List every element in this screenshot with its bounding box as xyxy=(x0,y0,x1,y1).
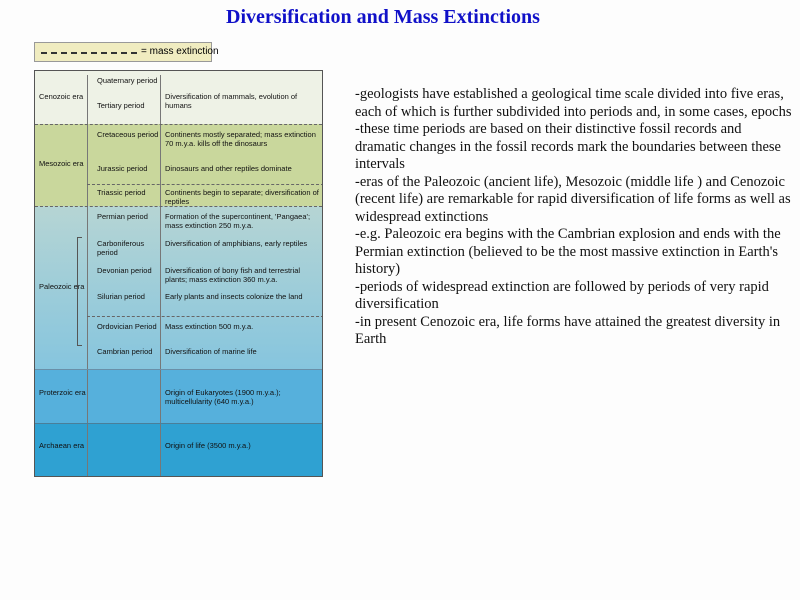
event-permian: Formation of the supercontinent, 'Pangaea'; mass extinction 250 m.y.a. xyxy=(165,212,311,230)
era-boundary-line xyxy=(35,423,322,424)
period-tertiary: Tertiary period xyxy=(97,101,145,110)
archaean-band xyxy=(35,423,322,477)
page-title: Diversification and Mass Extinctions xyxy=(226,6,540,28)
era-mesozoic: Mesozoic era xyxy=(39,159,84,168)
event-devonian: Diversification of bony fish and terrestrial plants; mass extinction 360 m.y.a. xyxy=(165,266,301,284)
paragraph: -e.g. Paleozoic era begins with the Cambrian explosion and ends with the Permian extinction (believed to be the most massive extinction in Earth's history) xyxy=(355,226,781,277)
event-proterozoic: Origin of Eukaryotes (1900 m.y.a.); multicellularity (640 m.y.a.) xyxy=(165,388,281,406)
paragraph: -eras of the Paleozoic (ancient life), Mesozoic (middle life ) and Cenozoic (recent life) are remarkable for rapid diversification of life forms as well as widespread extinctions xyxy=(355,173,791,225)
legend-label: = mass extinction xyxy=(141,46,219,57)
era-cenozoic: Cenozoic era xyxy=(39,92,84,101)
event-cambrian: Diversification of marine life xyxy=(165,347,257,356)
period-silurian: Silurian period xyxy=(97,292,145,301)
period-carboniferous: Carboniferous period xyxy=(97,239,145,257)
paragraph: -in present Cenozoic era, life forms have attained the greatest diversity in Earth xyxy=(355,313,781,347)
legend xyxy=(34,42,219,62)
period-quaternary: Quaternary period xyxy=(97,76,158,85)
period-ordovician: Ordovician Period xyxy=(97,322,157,331)
era-boundary-line xyxy=(35,369,322,370)
period-boundary-line xyxy=(87,316,323,317)
period-jurassic: Jurassic period xyxy=(97,164,148,173)
event-tertiary: Diversification of mammals, evolution of humans xyxy=(165,92,298,110)
period-permian: Permian period xyxy=(97,212,148,221)
mass-extinction-line xyxy=(35,124,322,125)
mass-extinction-line xyxy=(35,206,322,207)
event-carboniferous: Diversification of amphibians, early reptiles xyxy=(165,239,308,248)
column-divider xyxy=(87,75,88,476)
event-cretaceous: Continents mostly separated; mass extinction 70 m.y.a. kills off the dinosaurs xyxy=(165,130,316,148)
event-ordovician: Mass extinction 500 m.y.a. xyxy=(165,322,254,331)
event-jurassic: Dinosaurs and other reptiles dominate xyxy=(165,164,292,173)
period-boundary-line xyxy=(87,184,323,185)
period-cretaceous: Cretaceous period xyxy=(97,130,159,139)
paragraph: -these time periods are based on their distinctive fossil records and dramatic changes in the fossil records mark the boundaries between these intervals xyxy=(355,121,781,172)
period-triassic: Triassic period xyxy=(97,188,146,197)
period-devonian: Devonian period xyxy=(97,266,152,275)
era-proterozoic: Proterzoic era xyxy=(39,388,86,397)
event-archaean: Origin of life (3500 m.y.a.) xyxy=(165,441,251,450)
era-paleozoic: Paleozoic era xyxy=(39,282,85,291)
geologic-time-table xyxy=(34,70,323,477)
explanation-text xyxy=(355,86,795,349)
paleozoic-bracket xyxy=(77,237,82,346)
period-cambrian: Cambrian period xyxy=(97,347,153,356)
event-silurian: Early plants and insects colonize the land xyxy=(165,292,303,301)
event-triassic: Continents begin to separate; diversification of reptiles xyxy=(165,188,319,206)
paragraph: -periods of widespread extinction are followed by periods of very rapid diversification xyxy=(355,278,769,312)
mass-extinction-dash-sample xyxy=(41,52,137,54)
era-archaean: Archaean era xyxy=(39,441,85,450)
paragraph: -geologists have established a geological time scale divided into five eras, each of which is further subdivided into periods and, in some cases, epochs xyxy=(355,86,792,120)
